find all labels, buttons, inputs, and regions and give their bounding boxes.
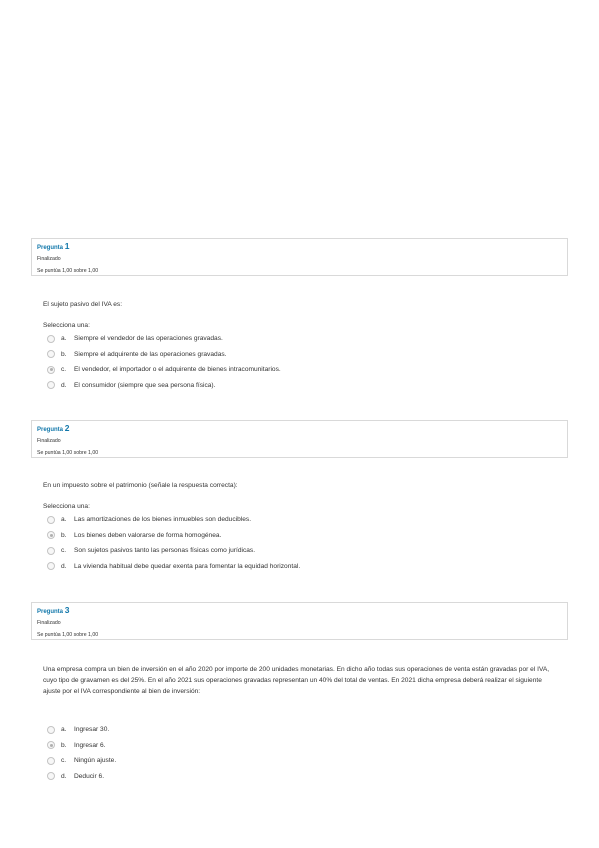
answer-option[interactable] [47, 362, 281, 378]
option-text: Los bienes deben valorarse de forma homogénea. [74, 531, 222, 539]
question-label: Pregunta [37, 609, 64, 615]
radio-button[interactable] [47, 562, 55, 570]
radio-button[interactable] [47, 335, 55, 343]
answer-option[interactable] [47, 528, 300, 544]
question-3-state: Finalizado [37, 620, 61, 626]
option-letter: c. [61, 366, 67, 374]
question-3-text: Una empresa compra un bien de inversión en el año 2020 por importe de 200 unidades monetarias. En dicho año todas sus operaciones de venta están gravadas por el IVA, cuyo tipo de gravamen es del 25%. En el año 2021 sus operaciones gravadas representan un 40% del total de ventas. En 2021 dicha empresa deberá realizar el siguiente ajuste por el IVA correspondiente al bien de inversión: [43, 666, 550, 695]
question-1-prompt: Selecciona una: [43, 322, 90, 329]
option-text: Las amortizaciones de los bienes inmuebles son deducibles. [74, 516, 252, 524]
question-3-info [31, 602, 568, 640]
radio-button[interactable] [47, 726, 55, 734]
question-2-text: En un impuesto sobre el patrimonio (señale la respuesta correcta): [43, 482, 238, 489]
question-1-text: El sujeto pasivo del IVA es: [43, 301, 123, 308]
question-3-grade: Se puntúa 1,00 sobre 1,00 [37, 632, 99, 638]
answer-option[interactable] [47, 769, 116, 785]
question-1-info [31, 238, 568, 276]
option-letter: b. [61, 350, 67, 358]
radio-button[interactable] [47, 757, 55, 765]
radio-button[interactable] [47, 772, 55, 780]
answer-option[interactable] [47, 543, 300, 559]
option-letter: c. [61, 547, 67, 555]
question-2-answers [47, 512, 300, 574]
question-2-grade: Se puntúa 1,00 sobre 1,00 [37, 450, 99, 456]
option-letter: b. [61, 531, 67, 539]
option-text: Siempre el adquirente de las operaciones gravadas. [74, 350, 227, 358]
option-letter: d. [61, 381, 67, 389]
question-number: 3 [64, 605, 70, 615]
question-1-state: Finalizado [37, 256, 61, 262]
radio-button-selected[interactable] [47, 741, 55, 749]
option-text: Ingresar 30. [74, 726, 110, 734]
option-letter: b. [61, 741, 67, 749]
option-text: Deducir 6. [74, 772, 105, 780]
answer-option[interactable] [47, 331, 281, 347]
question-number: 2 [64, 423, 70, 433]
question-label: Pregunta [37, 427, 64, 433]
question-2-state: Finalizado [37, 438, 61, 444]
answer-option[interactable] [47, 753, 116, 769]
question-3-answers [47, 722, 116, 784]
question-label: Pregunta [37, 245, 64, 251]
answer-option[interactable] [47, 738, 116, 754]
option-letter: c. [61, 757, 67, 765]
question-2-prompt: Selecciona una: [43, 503, 90, 510]
option-text: Siempre el vendedor de las operaciones gravadas. [74, 335, 223, 343]
radio-button[interactable] [47, 516, 55, 524]
question-2-number [37, 424, 567, 435]
answer-option[interactable] [47, 559, 300, 575]
option-text: La vivienda habitual debe quedar exenta para fomentar la equidad horizontal. [74, 562, 301, 570]
radio-button-selected[interactable] [47, 531, 55, 539]
radio-button[interactable] [47, 547, 55, 555]
radio-button[interactable] [47, 381, 55, 389]
option-letter: d. [61, 562, 67, 570]
answer-option[interactable] [47, 722, 116, 738]
question-1-number [37, 242, 567, 253]
option-text: Ningún ajuste. [74, 757, 117, 765]
option-text: El vendedor, el importador o el adquirente de bienes intracomunitarios. [74, 366, 281, 374]
question-2-info [31, 420, 568, 458]
option-letter: a. [61, 726, 67, 734]
option-text: Son sujetos pasivos tanto las personas físicas como jurídicas. [74, 547, 256, 555]
question-1-grade: Se puntúa 1,00 sobre 1,00 [37, 268, 99, 274]
option-letter: d. [61, 772, 67, 780]
radio-button-selected[interactable] [47, 366, 55, 374]
option-text: El consumidor (siempre que sea persona física). [74, 381, 216, 389]
option-letter: a. [61, 516, 67, 524]
question-3-number [37, 606, 567, 617]
answer-option[interactable] [47, 378, 281, 394]
radio-button[interactable] [47, 350, 55, 358]
answer-option[interactable] [47, 512, 300, 528]
option-text: Ingresar 6. [74, 741, 106, 749]
question-number: 1 [64, 241, 70, 251]
question-1-answers [47, 331, 281, 393]
option-letter: a. [61, 335, 67, 343]
answer-option[interactable] [47, 347, 281, 363]
